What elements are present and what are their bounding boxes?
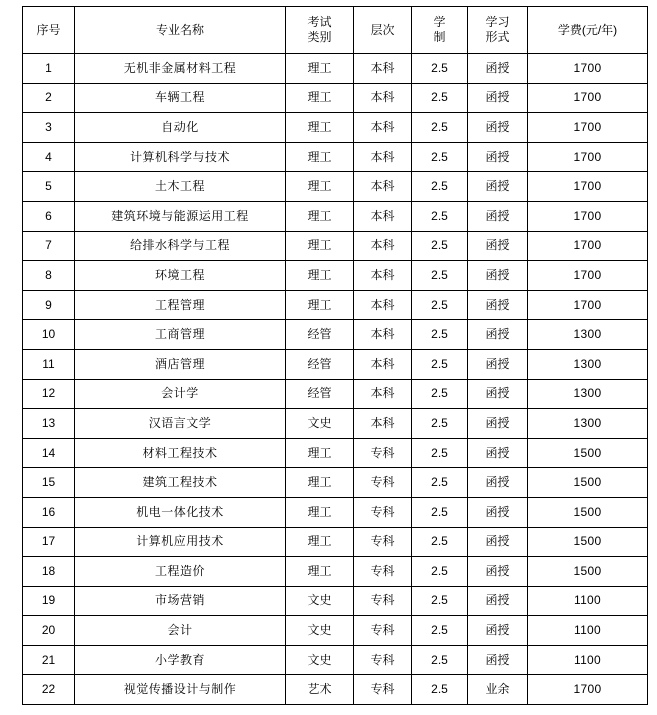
cell-major-name: 市场营销 (75, 586, 286, 616)
cell-study-length: 2.5 (412, 54, 468, 84)
cell-study-length: 2.5 (412, 172, 468, 202)
column-header-level (354, 7, 412, 54)
cell-tuition: 1300 (528, 379, 648, 409)
cell-order-number: 10 (23, 320, 75, 350)
table-row (23, 349, 648, 379)
cell-exam-category: 理工 (286, 201, 354, 231)
cell-level: 专科 (354, 616, 412, 646)
column-header-line: 层次 (370, 22, 395, 37)
column-header-line: 制 (433, 30, 446, 44)
cell-order-number: 17 (23, 527, 75, 557)
column-header-line: 考试 (307, 15, 332, 29)
cell-tuition: 1700 (528, 83, 648, 113)
column-header-line: 专业名称 (155, 22, 204, 37)
cell-order-number: 1 (23, 54, 75, 84)
table-row (23, 113, 648, 143)
cell-tuition: 1500 (528, 527, 648, 557)
cell-major-name: 材料工程技术 (75, 438, 286, 468)
cell-study-form: 函授 (468, 83, 528, 113)
cell-tuition: 1500 (528, 438, 648, 468)
cell-exam-category: 理工 (286, 83, 354, 113)
cell-level: 专科 (354, 645, 412, 675)
cell-order-number: 6 (23, 201, 75, 231)
cell-exam-category: 艺术 (286, 675, 354, 705)
cell-study-length: 2.5 (412, 320, 468, 350)
cell-study-form: 函授 (468, 290, 528, 320)
cell-tuition: 1100 (528, 645, 648, 675)
cell-order-number: 19 (23, 586, 75, 616)
cell-study-form: 函授 (468, 497, 528, 527)
cell-study-length: 2.5 (412, 290, 468, 320)
cell-level: 本科 (354, 54, 412, 84)
cell-study-length: 2.5 (412, 675, 468, 705)
cell-order-number: 16 (23, 497, 75, 527)
cell-major-name: 汉语言文学 (75, 409, 286, 439)
cell-tuition: 1500 (528, 557, 648, 587)
cell-study-length: 2.5 (412, 586, 468, 616)
cell-level: 本科 (354, 261, 412, 291)
table-row (23, 83, 648, 113)
cell-major-name: 工程造价 (75, 557, 286, 587)
cell-study-length: 2.5 (412, 83, 468, 113)
table-row (23, 497, 648, 527)
column-header-line: 学习 (485, 15, 510, 29)
cell-study-length: 2.5 (412, 379, 468, 409)
cell-level: 专科 (354, 468, 412, 498)
cell-order-number: 4 (23, 142, 75, 172)
cell-level: 本科 (354, 320, 412, 350)
column-header-line: 类别 (307, 30, 332, 44)
column-header-tuition (528, 7, 648, 54)
cell-tuition: 1700 (528, 675, 648, 705)
cell-study-form: 函授 (468, 557, 528, 587)
cell-level: 本科 (354, 290, 412, 320)
cell-study-length: 2.5 (412, 142, 468, 172)
cell-exam-category: 理工 (286, 113, 354, 143)
cell-exam-category: 经管 (286, 379, 354, 409)
cell-study-length: 2.5 (412, 497, 468, 527)
cell-major-name: 环境工程 (75, 261, 286, 291)
cell-order-number: 12 (23, 379, 75, 409)
table-row (23, 379, 648, 409)
cell-exam-category: 理工 (286, 261, 354, 291)
column-header-line: 学 (433, 15, 446, 29)
cell-study-length: 2.5 (412, 557, 468, 587)
cell-study-form: 函授 (468, 320, 528, 350)
column-header-line: 学费(元/年) (557, 22, 618, 37)
table-row (23, 616, 648, 646)
cell-exam-category: 理工 (286, 438, 354, 468)
column-header-study-form (468, 7, 528, 54)
cell-study-form: 函授 (468, 468, 528, 498)
cell-study-length: 2.5 (412, 438, 468, 468)
column-header-line: 序号 (36, 22, 61, 37)
cell-study-length: 2.5 (412, 645, 468, 675)
cell-exam-category: 理工 (286, 497, 354, 527)
cell-major-name: 计算机应用技术 (75, 527, 286, 557)
cell-study-form: 函授 (468, 586, 528, 616)
cell-exam-category: 理工 (286, 172, 354, 202)
cell-major-name: 计算机科学与技术 (75, 142, 286, 172)
major-tuition-table (22, 6, 648, 705)
cell-major-name: 工程管理 (75, 290, 286, 320)
cell-study-form: 函授 (468, 172, 528, 202)
cell-tuition: 1500 (528, 497, 648, 527)
cell-study-length: 2.5 (412, 261, 468, 291)
cell-tuition: 1700 (528, 290, 648, 320)
table-row (23, 557, 648, 587)
cell-exam-category: 理工 (286, 557, 354, 587)
cell-major-name: 建筑工程技术 (75, 468, 286, 498)
table-row (23, 645, 648, 675)
cell-study-form: 函授 (468, 261, 528, 291)
cell-major-name: 工商管理 (75, 320, 286, 350)
cell-order-number: 13 (23, 409, 75, 439)
table-row (23, 231, 648, 261)
cell-study-form: 函授 (468, 645, 528, 675)
cell-order-number: 20 (23, 616, 75, 646)
cell-level: 专科 (354, 586, 412, 616)
cell-major-name: 车辆工程 (75, 83, 286, 113)
cell-study-length: 2.5 (412, 231, 468, 261)
table-row (23, 142, 648, 172)
cell-tuition: 1700 (528, 54, 648, 84)
cell-major-name: 酒店管理 (75, 349, 286, 379)
column-header-exam-category (286, 7, 354, 54)
cell-order-number: 7 (23, 231, 75, 261)
cell-order-number: 21 (23, 645, 75, 675)
cell-order-number: 18 (23, 557, 75, 587)
table-row (23, 468, 648, 498)
cell-exam-category: 文史 (286, 616, 354, 646)
cell-study-form: 函授 (468, 113, 528, 143)
cell-level: 本科 (354, 349, 412, 379)
cell-study-length: 2.5 (412, 409, 468, 439)
cell-study-form: 函授 (468, 616, 528, 646)
cell-major-name: 无机非金属材料工程 (75, 54, 286, 84)
cell-level: 本科 (354, 142, 412, 172)
cell-order-number: 8 (23, 261, 75, 291)
cell-tuition: 1700 (528, 201, 648, 231)
cell-study-length: 2.5 (412, 201, 468, 231)
cell-study-form: 函授 (468, 349, 528, 379)
cell-level: 专科 (354, 557, 412, 587)
cell-major-name: 自动化 (75, 113, 286, 143)
cell-study-length: 2.5 (412, 527, 468, 557)
cell-study-form: 函授 (468, 54, 528, 84)
column-header-line: 形式 (485, 30, 510, 44)
cell-tuition: 1100 (528, 586, 648, 616)
cell-study-form: 函授 (468, 527, 528, 557)
cell-level: 本科 (354, 172, 412, 202)
cell-major-name: 给排水科学与工程 (75, 231, 286, 261)
cell-level: 专科 (354, 497, 412, 527)
cell-level: 专科 (354, 527, 412, 557)
table-body (23, 54, 648, 705)
cell-order-number: 14 (23, 438, 75, 468)
table-row (23, 527, 648, 557)
cell-study-length: 2.5 (412, 616, 468, 646)
cell-tuition: 1100 (528, 616, 648, 646)
cell-level: 本科 (354, 379, 412, 409)
cell-study-form: 函授 (468, 142, 528, 172)
cell-level: 本科 (354, 113, 412, 143)
cell-exam-category: 理工 (286, 290, 354, 320)
cell-level: 专科 (354, 675, 412, 705)
cell-major-name: 小学教育 (75, 645, 286, 675)
cell-level: 本科 (354, 83, 412, 113)
cell-major-name: 机电一体化技术 (75, 497, 286, 527)
table-row (23, 409, 648, 439)
column-header-major-name (75, 7, 286, 54)
cell-exam-category: 理工 (286, 468, 354, 498)
cell-level: 本科 (354, 201, 412, 231)
cell-tuition: 1500 (528, 468, 648, 498)
table-row (23, 201, 648, 231)
cell-study-form: 业余 (468, 675, 528, 705)
cell-tuition: 1300 (528, 349, 648, 379)
cell-study-length: 2.5 (412, 349, 468, 379)
cell-tuition: 1700 (528, 113, 648, 143)
table-row (23, 261, 648, 291)
cell-exam-category: 理工 (286, 142, 354, 172)
cell-order-number: 2 (23, 83, 75, 113)
table-row (23, 54, 648, 84)
column-header-order-number (23, 7, 75, 54)
cell-study-form: 函授 (468, 231, 528, 261)
cell-exam-category: 理工 (286, 231, 354, 261)
cell-exam-category: 文史 (286, 409, 354, 439)
cell-order-number: 22 (23, 675, 75, 705)
cell-exam-category: 文史 (286, 586, 354, 616)
cell-major-name: 会计学 (75, 379, 286, 409)
cell-order-number: 3 (23, 113, 75, 143)
cell-tuition: 1700 (528, 172, 648, 202)
cell-study-form: 函授 (468, 201, 528, 231)
cell-level: 专科 (354, 438, 412, 468)
cell-tuition: 1700 (528, 231, 648, 261)
table-row (23, 172, 648, 202)
cell-tuition: 1700 (528, 142, 648, 172)
table-row (23, 438, 648, 468)
cell-exam-category: 理工 (286, 54, 354, 84)
cell-study-form: 函授 (468, 379, 528, 409)
cell-order-number: 5 (23, 172, 75, 202)
cell-study-form: 函授 (468, 438, 528, 468)
cell-order-number: 11 (23, 349, 75, 379)
cell-exam-category: 经管 (286, 320, 354, 350)
cell-major-name: 视觉传播设计与制作 (75, 675, 286, 705)
table-row (23, 675, 648, 705)
cell-order-number: 9 (23, 290, 75, 320)
cell-tuition: 1300 (528, 320, 648, 350)
cell-study-length: 2.5 (412, 113, 468, 143)
table-header (23, 7, 648, 54)
cell-study-form: 函授 (468, 409, 528, 439)
cell-exam-category: 经管 (286, 349, 354, 379)
table-row (23, 586, 648, 616)
table-row (23, 290, 648, 320)
cell-study-length: 2.5 (412, 468, 468, 498)
table-header-row (23, 7, 648, 54)
cell-tuition: 1700 (528, 261, 648, 291)
table-row (23, 320, 648, 350)
cell-tuition: 1300 (528, 409, 648, 439)
cell-major-name: 建筑环境与能源运用工程 (75, 201, 286, 231)
cell-level: 本科 (354, 231, 412, 261)
cell-major-name: 会计 (75, 616, 286, 646)
cell-level: 本科 (354, 409, 412, 439)
cell-major-name: 土木工程 (75, 172, 286, 202)
cell-exam-category: 文史 (286, 645, 354, 675)
cell-exam-category: 理工 (286, 527, 354, 557)
cell-order-number: 15 (23, 468, 75, 498)
column-header-study-length (412, 7, 468, 54)
